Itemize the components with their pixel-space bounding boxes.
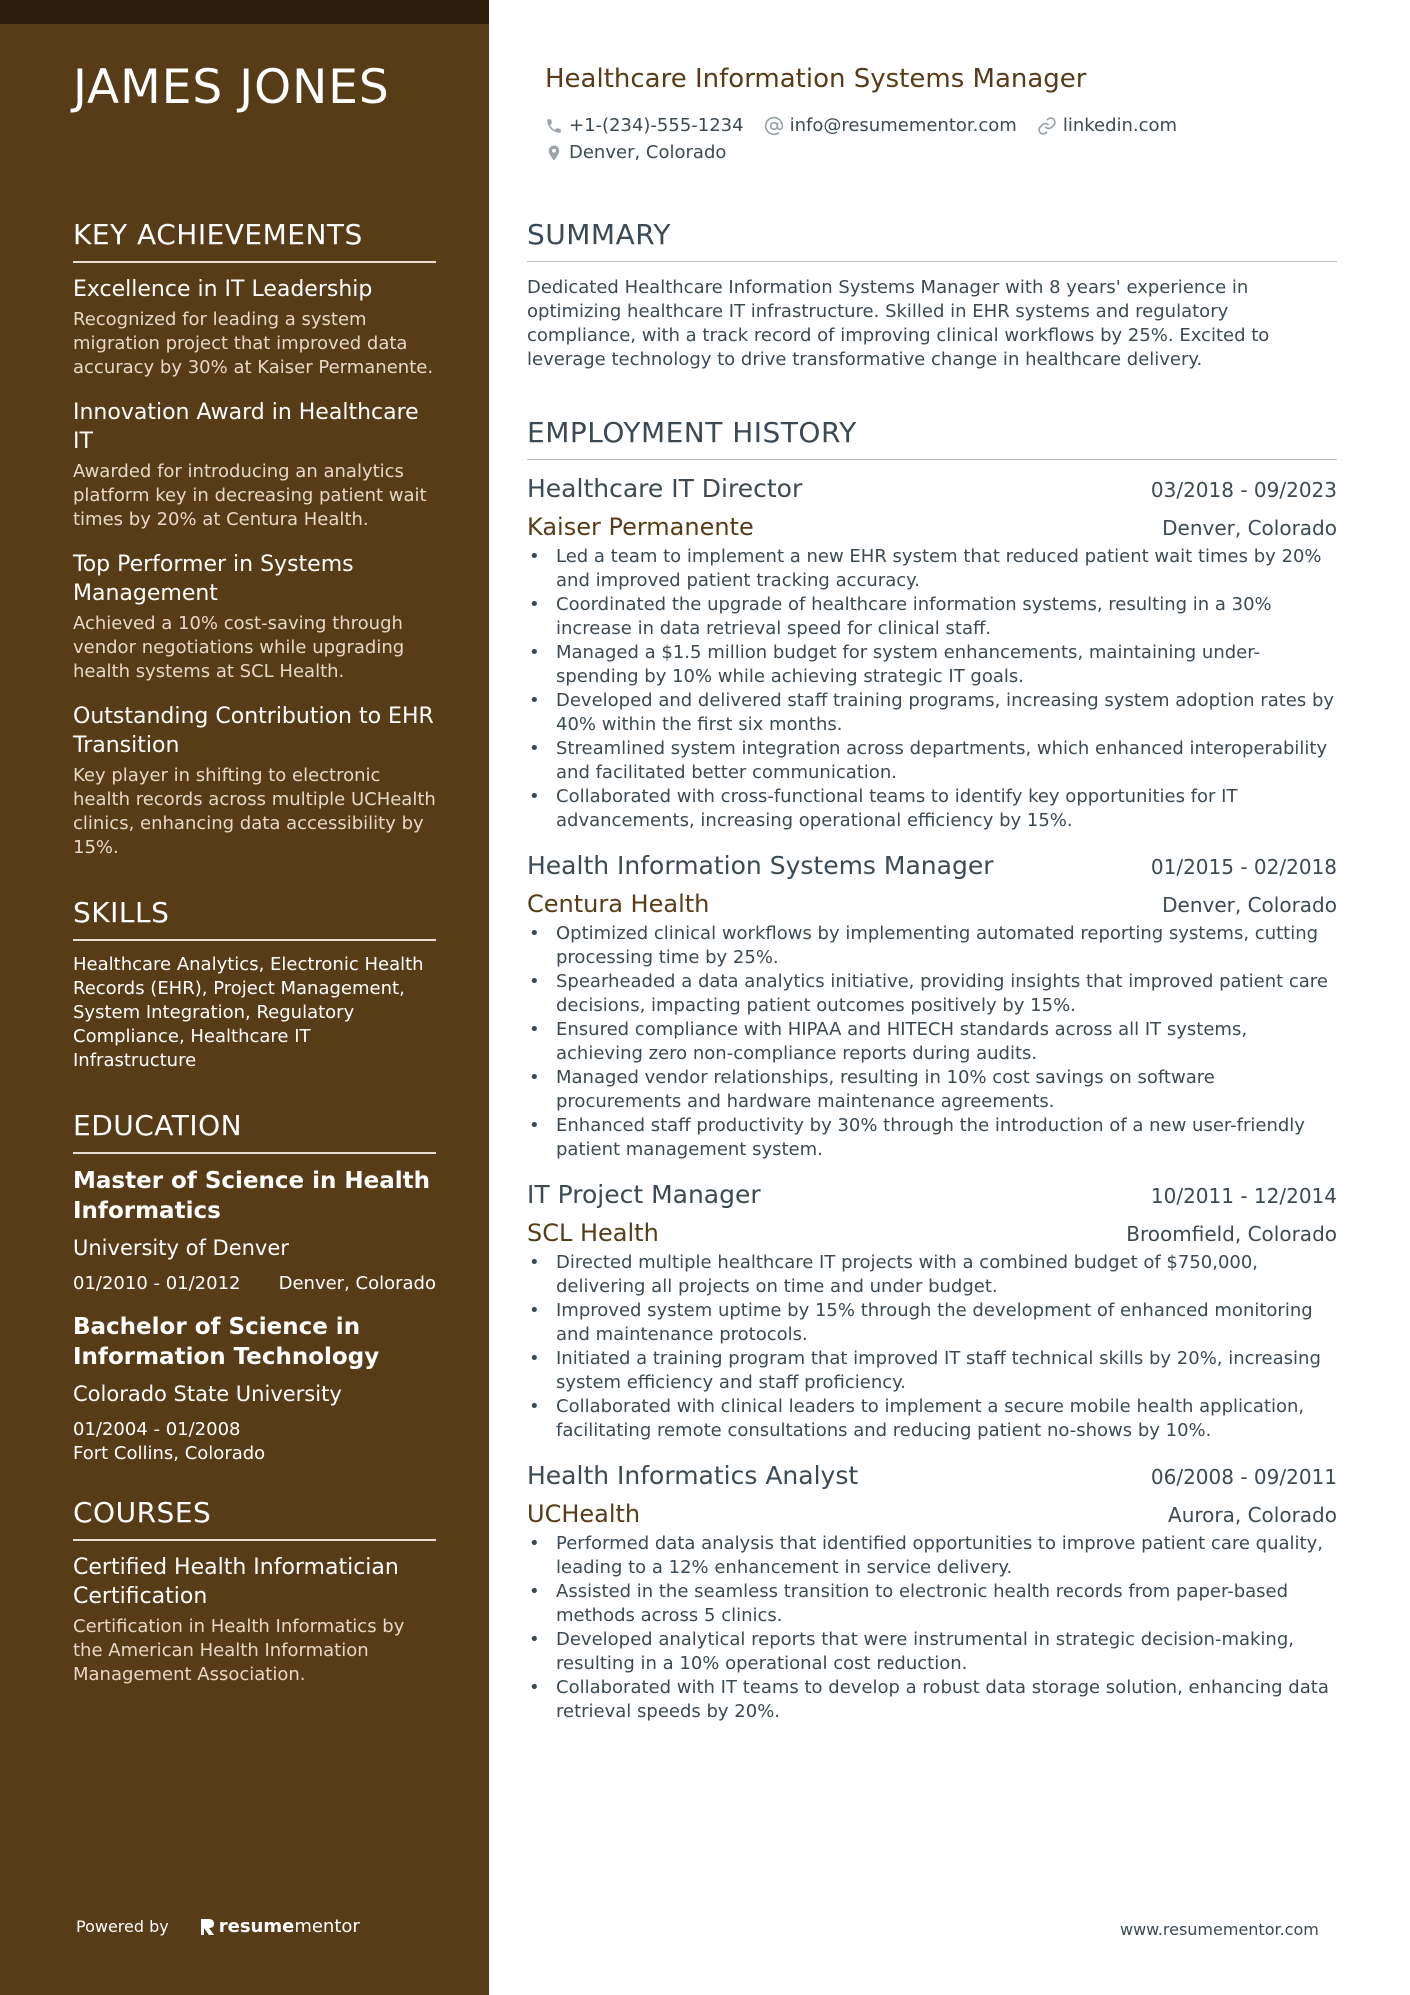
phone-icon [545, 117, 563, 135]
achievement-title: Innovation Award in Healthcare IT [73, 400, 419, 454]
job-bullet: • Managed vendor relationships, resulting in 10% cost savings on software procurements and hardware maintenance agreements. [527, 1066, 1337, 1114]
achievement-desc: Awarded for introducing an analytics platform key in decreasing patient wait times by 20% at Centura Health. [73, 461, 427, 530]
employment-section [527, 416, 1337, 1724]
job-bullet: • Developed and delivered staff training programs, increasing system adoption rates by 40% within the first six months. [527, 689, 1337, 737]
achievement-title: Outstanding Contribution to EHR Transition [73, 704, 434, 758]
contact-row [545, 139, 1325, 166]
link-icon [1037, 116, 1057, 136]
job-bullet: • Led a team to implement a new EHR system that reduced patient wait times by 20% and improved patient tracking accuracy. [527, 545, 1337, 593]
job-role: IT Project Manager [527, 1180, 761, 1209]
resumementor-logo-icon [199, 1917, 215, 1937]
skills-section [73, 896, 436, 1073]
education-heading: EDUCATION [73, 1109, 436, 1154]
job-bullet: • Performed data analysis that identified opportunities to improve patient care quality, leading to a 12% enhancement in service delivery. [527, 1532, 1337, 1580]
job-bullet: • Managed a $1.5 million budget for system enhancements, maintaining under-spending by 10% while achieving strategic IT goals. [527, 641, 1337, 689]
education-meta [73, 1272, 436, 1296]
education-dates: 01/2004 - 01/2008 [73, 1419, 241, 1440]
contact-row [545, 112, 1325, 139]
achievement-desc: Achieved a 10% cost-saving through vendor negotiations while upgrading health systems at SCL Health. [73, 613, 405, 682]
education-item [73, 1312, 436, 1466]
brand-logo [199, 1916, 360, 1937]
course-desc: Certification in Health Informatics by the American Health Information Management Association. [73, 1616, 405, 1685]
education-meta [73, 1418, 436, 1466]
education-item [73, 1166, 436, 1296]
job-entry [527, 474, 1337, 833]
job-bullets [527, 1532, 1337, 1724]
achievements-section [73, 218, 436, 860]
job-dates: 06/2008 - 09/2011 [1150, 1465, 1337, 1489]
email-text: info@resumementor.com [789, 115, 1017, 136]
job-dates: 03/2018 - 09/2023 [1150, 478, 1337, 502]
brand-name-bold: resume [218, 1916, 295, 1937]
education-location: Fort Collins, Colorado [73, 1443, 266, 1464]
job-bullet: • Collaborated with clinical leaders to implement a secure mobile health application, facilitating remote consultations and reducing patient no-shows by 10%. [527, 1395, 1337, 1443]
job-dates: 10/2011 - 12/2014 [1150, 1184, 1337, 1208]
footer-url[interactable]: www.resumementor.com [1120, 1920, 1319, 1939]
employment-heading: EMPLOYMENT HISTORY [527, 416, 1337, 460]
job-bullet: • Initiated a training program that improved IT staff technical skills by 20%, increasing system efficiency and staff proficiency. [527, 1347, 1337, 1395]
sidebar [0, 0, 489, 1995]
location-text: Denver, Colorado [569, 142, 727, 163]
contact-info [545, 112, 1325, 166]
job-bullet: • Coordinated the upgrade of healthcare information systems, resulting in a 30% increase in data retrieval speed for clinical staff. [527, 593, 1337, 641]
powered-by-label: Powered by [76, 1917, 169, 1936]
achievement-desc: Key player in shifting to electronic health records across multiple UCHealth clinics, enhancing data accessibility by 15%. [73, 765, 436, 858]
main-content [527, 218, 1337, 1742]
job-bullet: • Improved system uptime by 15% through the development of enhanced monitoring and maintenance protocols. [527, 1299, 1337, 1347]
summary-section [527, 218, 1337, 372]
job-bullet: • Collaborated with IT teams to develop a robust data storage solution, enhancing data retrieval speeds by 20%. [527, 1676, 1337, 1724]
candidate-name: JAMES JONES [73, 60, 390, 115]
powered-by [76, 1916, 360, 1937]
job-entry [527, 1461, 1337, 1724]
job-entry [527, 1180, 1337, 1443]
phone-text: +1-(234)-555-1234 [569, 115, 744, 136]
education-degree: Bachelor of Science in Information Technology [73, 1314, 380, 1370]
brand-name-light: mentor [294, 1916, 360, 1937]
job-bullet: • Collaborated with cross-functional teams to identify key opportunities for IT advancements, increasing operational efficiency by 15%. [527, 785, 1337, 833]
summary-text: Dedicated Healthcare Information Systems Manager with 8 years' experience in optimizing healthcare IT infrastructure. Skilled in EHR systems and regulatory compliance, with a track record of improving clinical workflows by 25%. Excited to leverage technology to drive transformative change in healthcare delivery. [527, 277, 1270, 370]
education-degree: Master of Science in Health Informatics [73, 1168, 431, 1224]
linkedin-text: linkedin.com [1062, 115, 1178, 136]
job-bullets [527, 1251, 1337, 1443]
job-entry [527, 851, 1337, 1162]
job-location: Denver, Colorado [1162, 893, 1337, 917]
job-company: Kaiser Permanente [527, 513, 754, 541]
job-bullet: • Ensured compliance with HIPAA and HITECH standards across all IT systems, achieving zero non-compliance reports during audits. [527, 1018, 1337, 1066]
job-bullet: • Optimized clinical workflows by implementing automated reporting systems, cutting processing time by 25%. [527, 922, 1337, 970]
sidebar-content [73, 218, 436, 1723]
job-role: Health Informatics Analyst [527, 1461, 859, 1490]
job-company: Centura Health [527, 890, 710, 918]
job-bullet: • Enhanced staff productivity by 30% through the introduction of a new user-friendly patient management system. [527, 1114, 1337, 1162]
courses-section [73, 1496, 436, 1687]
location-pin-icon [545, 143, 563, 163]
job-bullet: • Directed multiple healthcare IT projects with a combined budget of $750,000, delivering all projects on time and under budget. [527, 1251, 1337, 1299]
courses-heading: COURSES [73, 1496, 436, 1541]
job-company: SCL Health [527, 1219, 659, 1247]
job-title: Healthcare Information Systems Manager [545, 64, 1087, 94]
summary-heading: SUMMARY [527, 218, 1337, 262]
job-role: Healthcare IT Director [527, 474, 803, 503]
achievement-title: Top Performer in Systems Management [73, 552, 354, 606]
achievement-title: Excellence in IT Leadership [73, 277, 373, 302]
job-bullet: • Assisted in the seamless transition to electronic health records from paper-based methods across 5 clinics. [527, 1580, 1337, 1628]
job-dates: 01/2015 - 02/2018 [1150, 855, 1337, 879]
job-role: Health Information Systems Manager [527, 851, 994, 880]
job-bullets [527, 922, 1337, 1162]
skills-text: Healthcare Analytics, Electronic Health Records (EHR), Project Management, System Integration, Regulatory Compliance, Healthcare IT Infrastructure [73, 954, 424, 1071]
sidebar-top-bar [0, 0, 489, 24]
education-section [73, 1109, 436, 1466]
contact-linkedin[interactable] [1037, 115, 1177, 136]
job-location: Broomfield, Colorado [1126, 1222, 1337, 1246]
job-bullet: • Streamlined system integration across departments, which enhanced interoperability and facilitated better communication. [527, 737, 1337, 785]
job-company: UCHealth [527, 1500, 641, 1528]
achievements-heading: KEY ACHIEVEMENTS [73, 218, 436, 263]
job-location: Denver, Colorado [1162, 516, 1337, 540]
job-bullets [527, 545, 1337, 833]
contact-email[interactable] [764, 115, 1017, 136]
course-title: Certified Health Informatician Certification [73, 1555, 399, 1609]
job-bullet: • Developed analytical reports that were instrumental in strategic decision-making, resulting in a 10% operational cost reduction. [527, 1628, 1337, 1676]
achievement-item [73, 275, 436, 380]
education-school: Colorado State University [73, 1382, 342, 1406]
achievement-item [73, 550, 436, 684]
contact-location [545, 142, 726, 163]
education-location: Denver, Colorado [278, 1273, 436, 1294]
education-school: University of Denver [73, 1236, 289, 1260]
course-item [73, 1553, 436, 1687]
job-location: Aurora, Colorado [1168, 1503, 1337, 1527]
job-bullet: • Spearheaded a data analytics initiative, providing insights that improved patient care decisions, impacting patient outcomes positively by 15%. [527, 970, 1337, 1018]
skills-heading: SKILLS [73, 896, 436, 941]
achievement-item [73, 702, 436, 860]
contact-phone [545, 115, 744, 136]
education-dates: 01/2010 - 01/2012 [73, 1273, 241, 1294]
achievement-item [73, 398, 436, 532]
achievement-desc: Recognized for leading a system migration project that improved data accuracy by 30% at Kaiser Permanente. [73, 309, 434, 378]
at-sign-icon [764, 116, 784, 136]
